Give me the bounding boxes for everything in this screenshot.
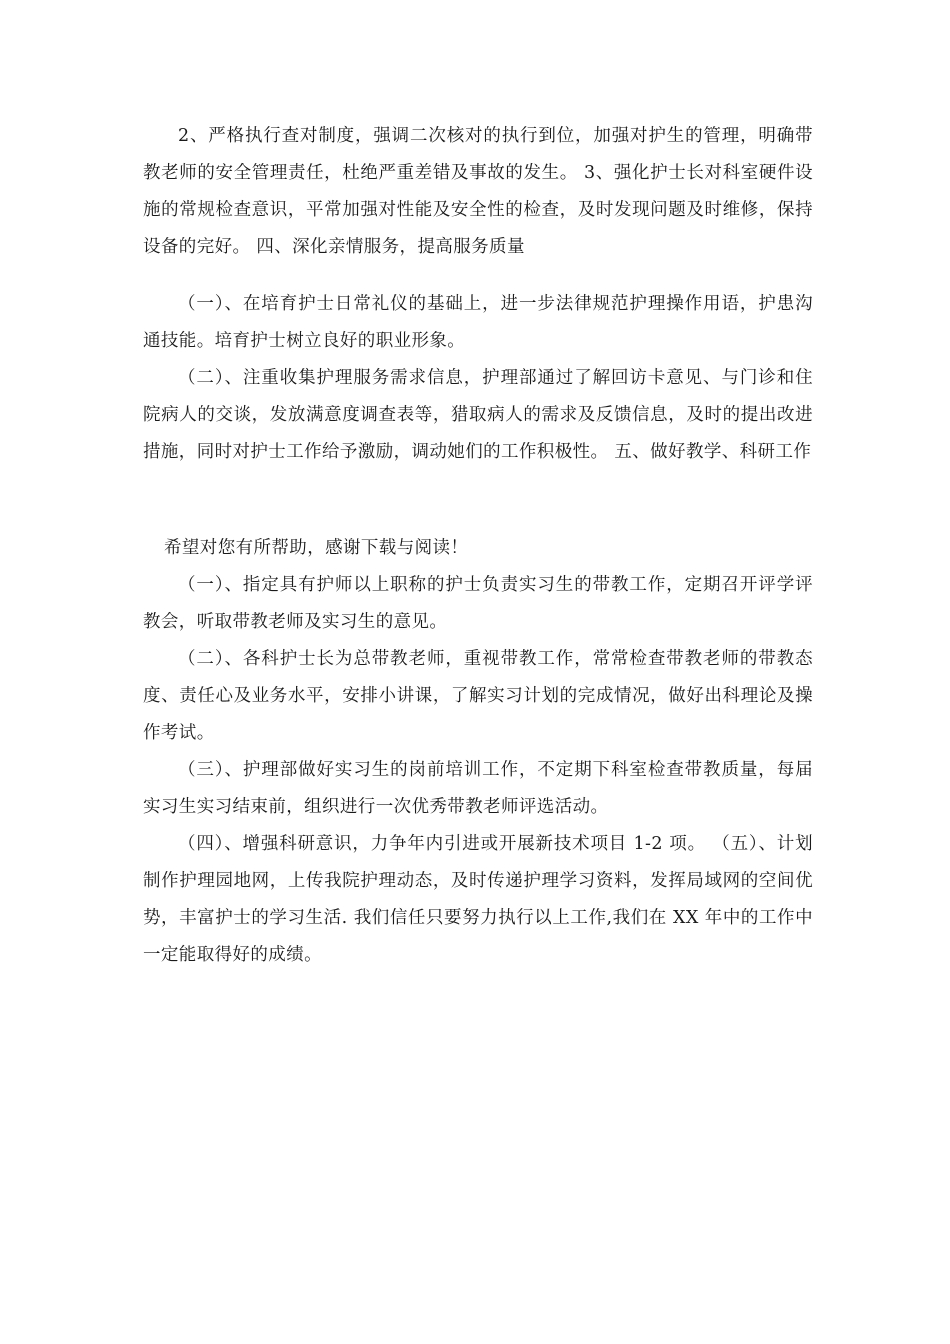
- closing-note: 希望对您有所帮助，感谢下载与阅读！: [164, 538, 469, 558]
- paragraph-service-feedback: （二）、注重收集护理服务需求信息，护理部通过了解回访卡意见、与门诊和住院病人的交谈，发放满意度调查表等，猎取病人的需求及反馈信息，及时的提出改进措施，同时对护士工作给予激励，调动她们的工作积极性。 五、做好教学、科研工作: [143, 368, 813, 462]
- paragraph-pre-job-training: （三）、护理部做好实习生的岗前培训工作，不定期下科室检查带教质量，每届实习生实习结束前，组织进行一次优秀带教老师评选活动。: [143, 760, 813, 817]
- paragraph-research-awareness: （四）、增强科研意识，力争年内引进或开展新技术项目 1-2 项。 （五）、计划制作护理园地网，上传我院护理动态，及时传递护理学习资料，发挥局域网的空间优势，丰富护士的学习生活. 我们信任只要努力执行以上工作,我们在 XX 年中的工作中一定能取得好的成绩。: [143, 834, 813, 965]
- paragraph-gap: [143, 471, 813, 530]
- paragraph-gap: [143, 266, 813, 286]
- paragraph-etiquette: （一）、在培育护士日常礼仪的基础上，进一步法律规范护理操作用语，护患沟通技能。培育护士树立良好的职业形象。: [143, 294, 813, 351]
- paragraph-checking-system: 2、严格执行查对制度，强调二次核对的执行到位，加强对护生的管理，明确带教老师的安全管理责任，杜绝严重差错及事故的发生。 3、强化护士长对科室硬件设施的常规检查意识，平常加强对性能及安全性的检查，及时发现问题及时维修，保持设备的完好。 四、深化亲情服务，提高服务质量: [143, 126, 813, 257]
- paragraph-head-nurse-teaching: （二）、各科护士长为总带教老师，重视带教工作，常常检查带教老师的带教态度、责任心及业务水平，安排小讲课，了解实习计划的完成情况，做好出科理论及操作考试。: [143, 649, 813, 743]
- paragraph-teaching-assignment: （一）、指定具有护师以上职称的护士负责实习生的带教工作，定期召开评学评教会，听取带教老师及实习生的意见。: [143, 575, 813, 632]
- document-body: [143, 118, 813, 974]
